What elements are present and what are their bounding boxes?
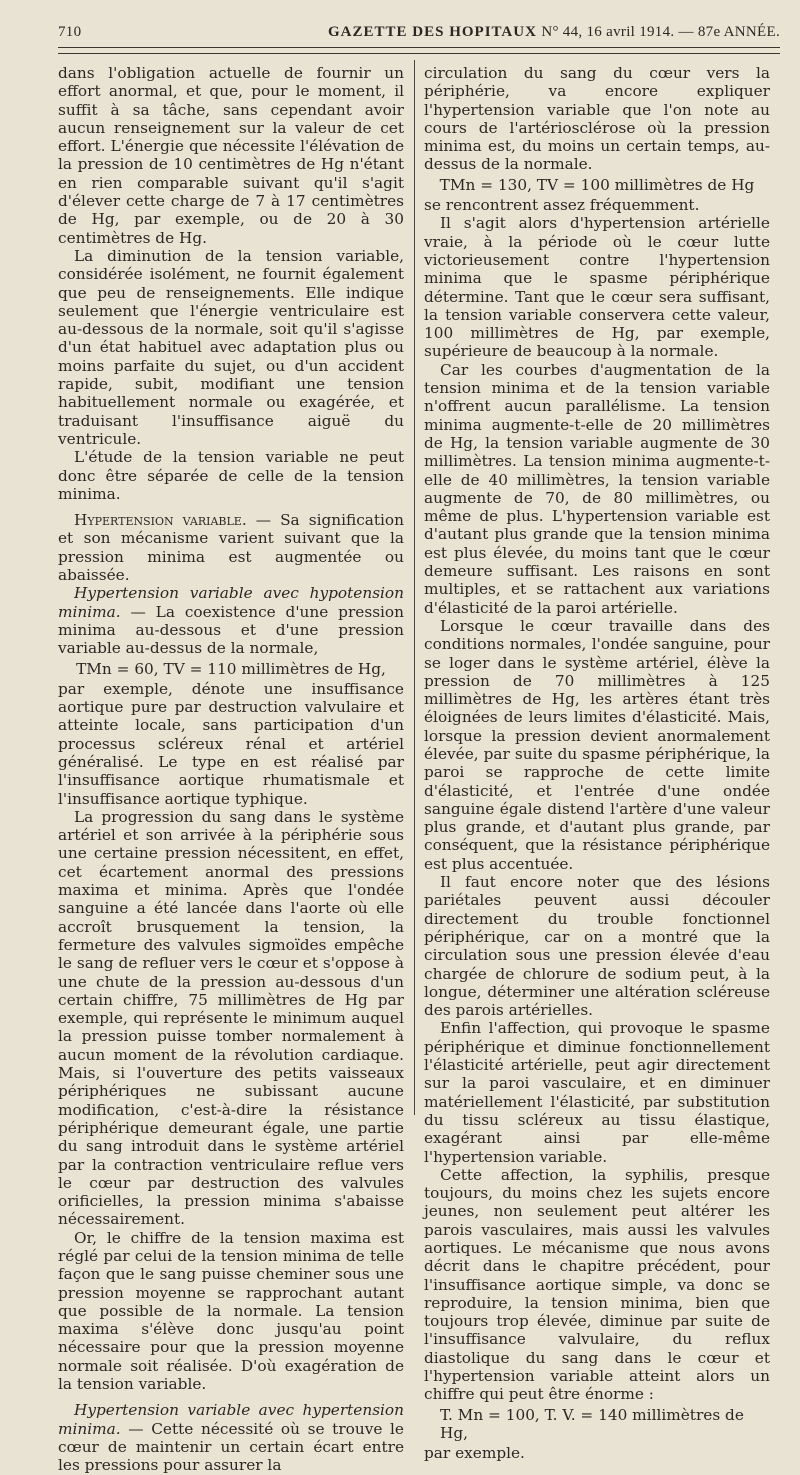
right-column (424, 64, 770, 1463)
equation: TMn = 60, TV = 110 millimètres de Hg, (76, 659, 386, 678)
paragraph: par exemple. (424, 1444, 525, 1463)
section-hypertension-minima (58, 1401, 404, 1474)
page-number: 710 (58, 24, 82, 40)
paragraph: La progression du sang dans le système artériel et son arrivée à la périphérie sous une certaine pression nécessitent, en effet, cet écartement anormal des pressions maxima et minima. Après que l'ondée sanguine a été lancée dans l'aorte où elle accroît brusquement la tension, la fermeture des valvules sigmoïdes empêche le sang de refluer vers le cœur et s'oppose à une chute de la pression au-dessous d'un certain chiffre, 75 millimètres de Hg par exemple, qui représente le minimum auquel la pression puisse tomber normalement à aucun moment de la révolution cardiaque. Mais, si l'ouverture des petits vaisseaux périphériques ne subissant aucune modification, c'est-à-dire la résistance périphérique demeurant égale, une partie du sang introduit dans le système artériel par la contraction ventriculaire reflue vers le cœur par destruction des valvules orificielles, la pression minima s'abaisse nécessairement. (58, 807, 404, 1229)
paragraph: circulation du sang du cœur vers la périphérie, va encore expliquer l'hypertension variable que l'on note au cours de l'artériosclérose où la pression minima est, du moins un certain temps, au-dessus de la normale. (424, 64, 770, 174)
section-heading: Hypertension variable avec hypotension minima. (58, 584, 404, 621)
section-heading: Hypertension variable. (74, 511, 247, 530)
paragraph: Il faut encore noter que des lésions pariétales peuvent aussi découler directement du trouble fonctionnel périphérique, car on a montré que la circulation sous une pression élevée d'eau chargée de chlorure de sodium peut, à la longue, déterminer une altération scléreuse des parois artérielles. (424, 873, 770, 1020)
paragraph: par exemple, dénote une insuffisance aortique pure par destruction valvulaire et atteinte locale, sans participation d'un processus scléreux rénal et artériel généralisé. Le type en est réalisé par l'insuffisance aortique rhumatismale et l'insuffisance aortique typhique. (58, 679, 404, 808)
journal-title: GAZETTE DES HOPITAUX (328, 24, 537, 40)
page-header (58, 24, 780, 46)
paragraph: se rencontrent assez fréquemment. (424, 196, 700, 215)
paragraph: Cette affection, la syphilis, presque toujours, du moins chez les sujets encore jeunes, non seulement peut altérer les parois vasculaires, mais aussi les valvules aortiques. Le mécanisme que nous avons décrit dans le chapitre précédent, pour l'insuffisance aortique simple, va donc se reproduire, la tension minima, bien que toujours trop élevée, diminue par suite de l'insuffisance valvulaire, du reflux diastolique du sang dans le cœur et l'hypertension variable atteint alors un chiffre qui peut être énorme : (424, 1165, 770, 1404)
header-rule-top (58, 47, 780, 48)
section-hypertension-variable (58, 511, 404, 584)
paragraph: L'étude de la tension variable ne peut donc être séparée de celle de la tension minima. (58, 448, 404, 503)
paragraph: Il s'agit alors d'hypertension artérielle vraie, à la période où le cœur lutte victorieusement contre l'hypertension minima que le spasme périphérique détermine. Tant que le cœur sera suffisant, la tension variable conservera cette valeur, 100 millimètres de Hg, par exemple, supérieure de beaucoup à la normale. (424, 214, 770, 361)
section-text: — Sa signification et son mécanisme varient suivant que la pression minima est augmentée ou abaissée. (58, 511, 404, 585)
paragraph: Car les courbes d'augmentation de la tension minima et de la tension variable n'offrent aucun parallélisme. La tension minima augmente-t-elle de 20 millimètres de Hg, la tension variable augmente de 30 millimètres. La tension minima augmente-t-elle de 40 millimètres, la tension variable augmente de 70, de 80 millimètres, ou même de plus. L'hypertension variable est d'autant plus grande que la tension minima est plus élevée, du moins tant que le cœur demeure suffisant. Les raisons en sont multiples, et se rattachent aux variations d'élasticité de la paroi artérielle. (424, 360, 770, 617)
paragraph: dans l'obligation actuelle de fournir un effort anormal, et que, pour le moment, il suffit à sa tâche, sans cependant avoir aucun renseignement sur la valeur de cet effort. L'énergie que nécessite l'élévation de la pression de 10 centimètres de Hg n'étant en rien comparable suivant qu'il s'agit d'élever cette charge de 7 à 17 centimètres de Hg, par exemple, ou de 20 à 30 centimètres de Hg. (58, 64, 404, 247)
paragraph: Or, le chiffre de la tension maxima est réglé par celui de la tension minima de telle façon que le sang puisse cheminer sous une pression moyenne se rapprochant autant que possible de la normale. La tension maxima s'élève donc jusqu'au point nécessaire pour que la pression moyenne normale soit réalisée. D'où exagération de la tension variable. (58, 1228, 404, 1394)
column-separator (414, 60, 415, 1115)
section-text: — Cette nécessité où se trouve le cœur de maintenir un certain écart entre les pressions pour assurer la (58, 1419, 404, 1475)
section-text: — La coexistence d'une pression minima au-dessous et d'une pression variable au-dessus de la normale, (58, 602, 404, 658)
equation: T. Mn = 100, T. V. = 140 millimètres de Hg, (440, 1405, 744, 1442)
section-heading: Hypertension variable avec hypertension minima. (58, 1401, 404, 1438)
issue-date: N° 44, 16 avril 1914. — 87e ANNÉE. (541, 24, 780, 40)
section-hypotension-minima (58, 584, 404, 657)
header-rule-bottom (58, 53, 780, 54)
paragraph: Enfin l'affection, qui provoque le spasme périphérique et diminue fonctionnellement l'élasticité artérielle, peut agir directement sur la paroi vasculaire, et en diminuer matériellement l'élasticité, par substitution du tissu scléreux au tissu élastique, exagérant ainsi par elle-même l'hypertension variable. (424, 1019, 770, 1166)
paragraph: La diminution de la tension variable, considérée isolément, ne fournit également que peu de renseignements. Elle indique seulement que l'énergie ventriculaire est au-dessous de la normale, soit qu'il s'agisse d'un état habituel avec adaptation plus ou moins parfaite du sujet, ou d'un accident rapide, subit, modifiant une tension habituellement normale ou exagérée, et traduisant l'insuffisance aiguë du ventricule. (58, 246, 404, 448)
paragraph: Lorsque le cœur travaille dans des conditions normales, l'ondée sanguine, pour se loger dans le système artériel, élève la pression de 70 millimètres à 125 millimètres de Hg, les artères étant très éloignées de leurs limites d'élasticité. Mais, lorsque la pression devient anormalement élevée, par suite du spasme périphérique, la paroi se rapproche de cette limite d'élasticité, et l'entrée d'une ondée sanguine égale distend l'artère d'une valeur plus grande, et d'autant plus grande, par conséquent, que la résistance périphérique est plus accentuée. (424, 616, 770, 873)
equation: TMn = 130, TV = 100 millimètres de Hg (439, 175, 755, 194)
left-column (58, 64, 404, 1475)
